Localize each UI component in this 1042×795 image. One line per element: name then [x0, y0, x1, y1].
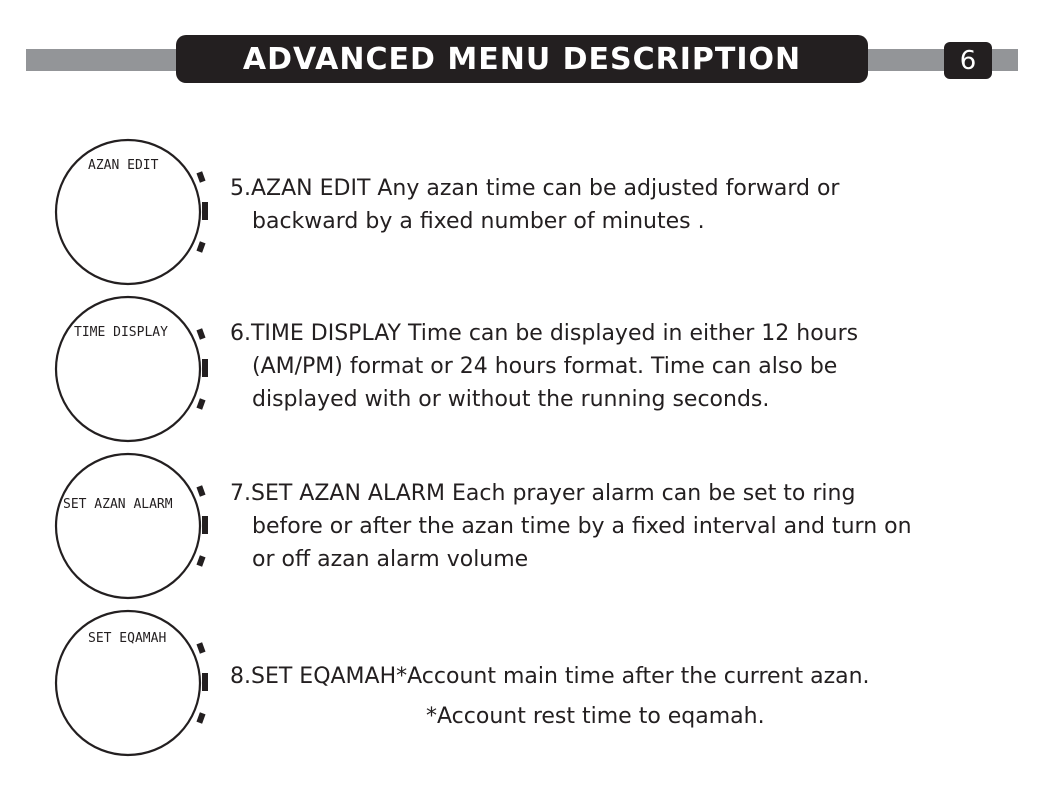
item-heading-line: 6.TIME DISPLAY Time can be displayed in either 12 hours	[230, 321, 859, 346]
item-body-line: (AM/PM) format or 24 hours format. Time can also be	[252, 354, 838, 379]
watch-icon	[52, 607, 212, 759]
item-heading-line: 7.SET AZAN ALARM Each prayer alarm can be set to ring	[230, 481, 856, 506]
item-heading-line: 5.AZAN EDIT Any azan time can be adjusted forward or	[230, 176, 840, 201]
watch-icon	[52, 293, 212, 445]
page-number: 6	[959, 45, 977, 76]
watch-screen-label: AZAN EDIT	[88, 158, 159, 173]
item-body-line: before or after the azan time by a fixed interval and turn on	[252, 514, 912, 539]
menu-item-set-eqamah	[230, 657, 870, 737]
watch-screen-label: SET AZAN ALARM	[63, 497, 173, 512]
watch-illustration-time-display	[52, 293, 212, 445]
item-body-line: displayed with or without the running seconds.	[252, 387, 770, 412]
header-title-box	[176, 35, 868, 83]
menu-item-set-azan-alarm	[230, 477, 912, 576]
header-bar-right	[858, 49, 1018, 71]
item-body-line: *Account rest time to eqamah.	[426, 704, 765, 729]
item-body-line: or off azan alarm volume	[252, 547, 529, 572]
item-body-line: backward by a fixed number of minutes .	[252, 209, 705, 234]
watch-illustration-azan-edit	[52, 136, 212, 288]
watch-screen-label: TIME DISPLAY	[74, 325, 168, 340]
watch-icon	[52, 450, 212, 602]
watch-screen-label: SET EQAMAH	[88, 631, 167, 646]
menu-item-time-display	[230, 317, 858, 416]
watch-illustration-set-eqamah	[52, 607, 212, 759]
menu-item-azan-edit	[230, 172, 839, 238]
watch-illustration-set-azan-alarm	[52, 450, 212, 602]
header-bar-left	[26, 49, 186, 71]
item-heading-line: 8.SET EQAMAH*Account main time after the current azan.	[230, 664, 870, 689]
page-title: ADVANCED MENU DESCRIPTION	[242, 41, 802, 77]
page-number-box	[944, 42, 992, 79]
